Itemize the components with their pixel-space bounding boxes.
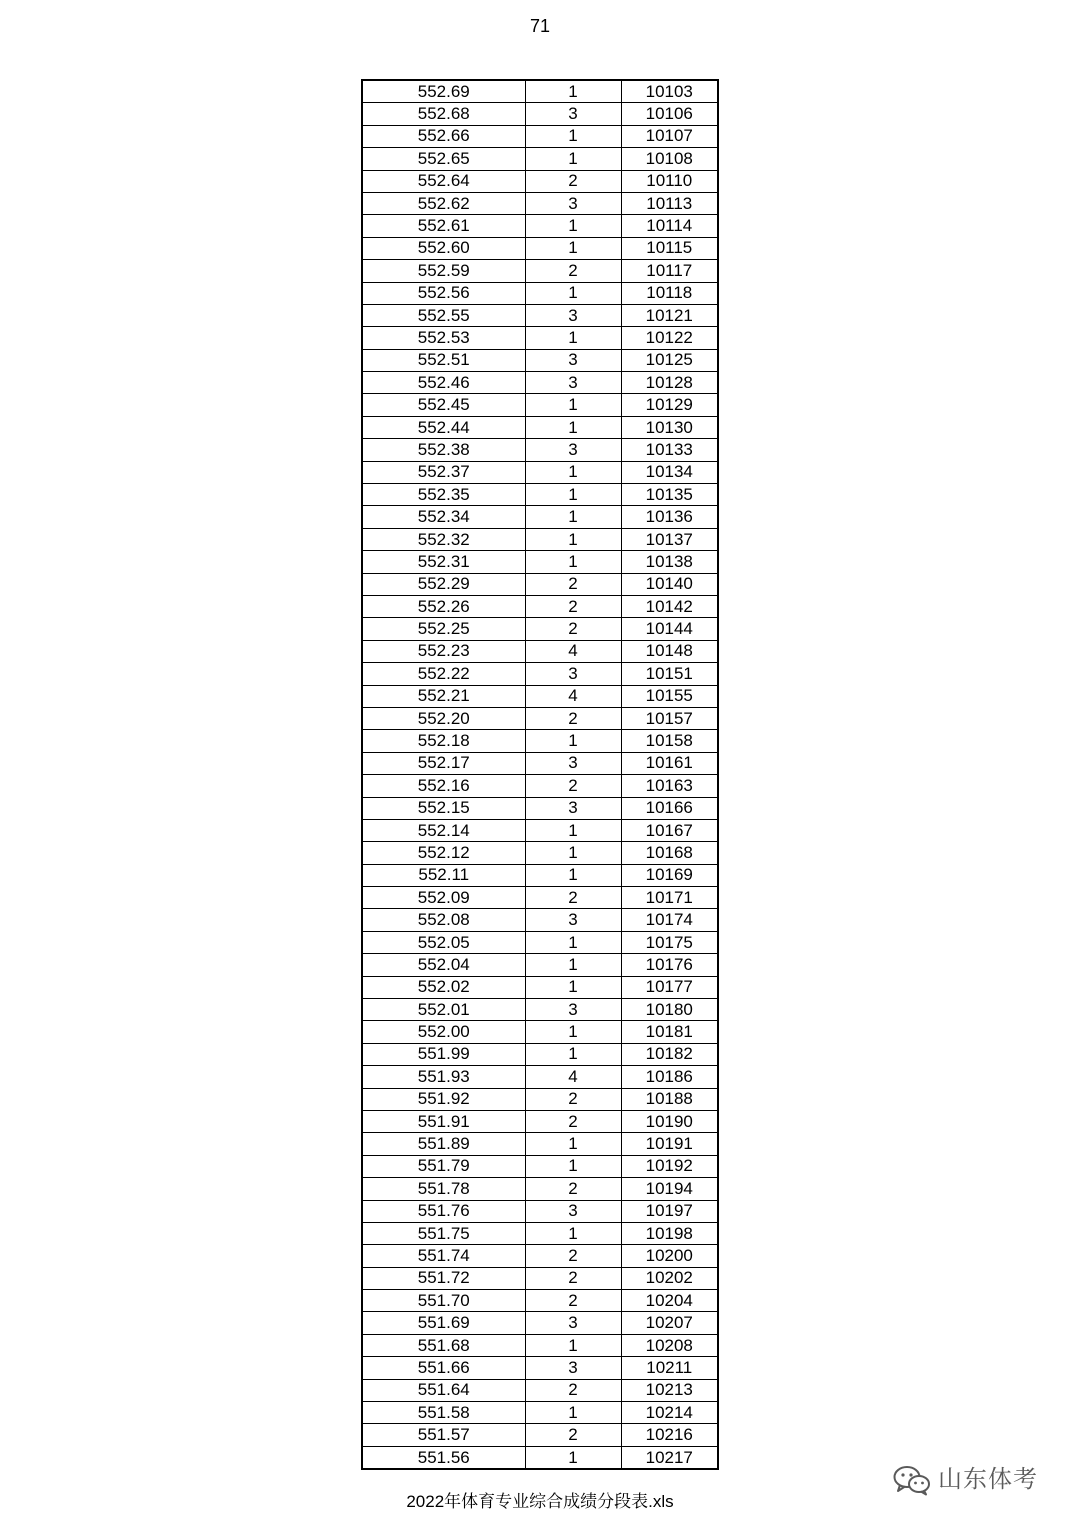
score-cell: 552.12 <box>362 842 525 864</box>
cumulative-count-cell: 10176 <box>621 954 718 976</box>
cumulative-count-cell: 10135 <box>621 484 718 506</box>
table-row <box>362 416 718 438</box>
cumulative-count-cell: 10208 <box>621 1334 718 1356</box>
table-row <box>362 685 718 707</box>
cumulative-count-cell: 10190 <box>621 1110 718 1132</box>
table-row <box>362 125 718 147</box>
table-row <box>362 372 718 394</box>
table-row <box>362 103 718 125</box>
score-cell: 552.31 <box>362 551 525 573</box>
table-row <box>362 327 718 349</box>
table-row <box>362 931 718 953</box>
cumulative-count-cell: 10213 <box>621 1379 718 1401</box>
cumulative-count-cell: 10161 <box>621 752 718 774</box>
cumulative-count-cell: 10134 <box>621 461 718 483</box>
score-cell: 551.76 <box>362 1200 525 1222</box>
score-cell: 552.46 <box>362 372 525 394</box>
count-cell: 3 <box>525 349 621 371</box>
cumulative-count-cell: 10188 <box>621 1088 718 1110</box>
cumulative-count-cell: 10163 <box>621 775 718 797</box>
cumulative-count-cell: 10117 <box>621 260 718 282</box>
count-cell: 1 <box>525 80 621 103</box>
table-row <box>362 1334 718 1356</box>
cumulative-count-cell: 10122 <box>621 327 718 349</box>
count-cell: 2 <box>525 1110 621 1132</box>
cumulative-count-cell: 10138 <box>621 551 718 573</box>
score-cell: 552.15 <box>362 797 525 819</box>
count-cell: 1 <box>525 282 621 304</box>
count-cell: 1 <box>525 954 621 976</box>
score-cell: 552.23 <box>362 640 525 662</box>
cumulative-count-cell: 10121 <box>621 304 718 326</box>
cumulative-count-cell: 10197 <box>621 1200 718 1222</box>
score-cell: 552.56 <box>362 282 525 304</box>
score-cell: 552.45 <box>362 394 525 416</box>
score-cell: 552.51 <box>362 349 525 371</box>
watermark-text: 山东体考 <box>938 1466 1038 1493</box>
score-cell: 551.72 <box>362 1267 525 1289</box>
count-cell: 1 <box>525 416 621 438</box>
count-cell: 3 <box>525 304 621 326</box>
score-cell: 552.32 <box>362 528 525 550</box>
table-row <box>362 1133 718 1155</box>
table-row <box>362 1021 718 1043</box>
cumulative-count-cell: 10217 <box>621 1446 718 1469</box>
score-cell: 552.34 <box>362 506 525 528</box>
count-cell: 3 <box>525 663 621 685</box>
cumulative-count-cell: 10181 <box>621 1021 718 1043</box>
score-cell: 552.04 <box>362 954 525 976</box>
table-row <box>362 752 718 774</box>
score-distribution-table <box>361 79 719 1470</box>
count-cell: 1 <box>525 506 621 528</box>
cumulative-count-cell: 10177 <box>621 976 718 998</box>
cumulative-count-cell: 10129 <box>621 394 718 416</box>
table-row <box>362 461 718 483</box>
count-cell: 2 <box>525 1178 621 1200</box>
table-row <box>362 618 718 640</box>
cumulative-count-cell: 10130 <box>621 416 718 438</box>
table-row <box>362 394 718 416</box>
cumulative-count-cell: 10155 <box>621 685 718 707</box>
count-cell: 2 <box>525 260 621 282</box>
page-number: 71 <box>529 16 551 36</box>
cumulative-count-cell: 10169 <box>621 864 718 886</box>
table-body <box>362 80 718 1469</box>
count-cell: 2 <box>525 1424 621 1446</box>
cumulative-count-cell: 10198 <box>621 1222 718 1244</box>
table-row <box>362 1043 718 1065</box>
score-cell: 551.66 <box>362 1357 525 1379</box>
count-cell: 1 <box>525 461 621 483</box>
table-row <box>362 304 718 326</box>
table-row <box>362 976 718 998</box>
count-cell: 2 <box>525 1088 621 1110</box>
table-row <box>362 775 718 797</box>
count-cell: 4 <box>525 1066 621 1088</box>
score-cell: 552.65 <box>362 148 525 170</box>
count-cell: 2 <box>525 1379 621 1401</box>
count-cell: 3 <box>525 999 621 1021</box>
count-cell: 2 <box>525 775 621 797</box>
score-cell: 552.09 <box>362 887 525 909</box>
score-cell: 552.22 <box>362 663 525 685</box>
table-row <box>362 909 718 931</box>
score-cell: 552.26 <box>362 595 525 617</box>
score-cell: 552.11 <box>362 864 525 886</box>
cumulative-count-cell: 10168 <box>621 842 718 864</box>
count-cell: 1 <box>525 1155 621 1177</box>
score-cell: 551.79 <box>362 1155 525 1177</box>
score-cell: 551.56 <box>362 1446 525 1469</box>
score-cell: 552.17 <box>362 752 525 774</box>
table-row <box>362 484 718 506</box>
count-cell: 1 <box>525 1334 621 1356</box>
cumulative-count-cell: 10158 <box>621 730 718 752</box>
score-cell: 551.99 <box>362 1043 525 1065</box>
count-cell: 1 <box>525 148 621 170</box>
count-cell: 1 <box>525 327 621 349</box>
table-row <box>362 1402 718 1424</box>
table-row <box>362 80 718 103</box>
table-row <box>362 1357 718 1379</box>
cumulative-count-cell: 10118 <box>621 282 718 304</box>
score-cell: 551.75 <box>362 1222 525 1244</box>
cumulative-count-cell: 10133 <box>621 439 718 461</box>
count-cell: 1 <box>525 215 621 237</box>
table-row <box>362 215 718 237</box>
table-row <box>362 595 718 617</box>
cumulative-count-cell: 10148 <box>621 640 718 662</box>
count-cell: 1 <box>525 730 621 752</box>
cumulative-count-cell: 10175 <box>621 931 718 953</box>
score-cell: 552.66 <box>362 125 525 147</box>
count-cell: 2 <box>525 618 621 640</box>
table-row <box>362 640 718 662</box>
wechat-icon <box>892 1464 932 1496</box>
cumulative-count-cell: 10180 <box>621 999 718 1021</box>
count-cell: 1 <box>525 1043 621 1065</box>
count-cell: 2 <box>525 887 621 909</box>
cumulative-count-cell: 10157 <box>621 707 718 729</box>
cumulative-count-cell: 10115 <box>621 237 718 259</box>
table-row <box>362 1267 718 1289</box>
cumulative-count-cell: 10107 <box>621 125 718 147</box>
score-cell: 552.00 <box>362 1021 525 1043</box>
score-cell: 551.70 <box>362 1290 525 1312</box>
cumulative-count-cell: 10128 <box>621 372 718 394</box>
cumulative-count-cell: 10110 <box>621 170 718 192</box>
cumulative-count-cell: 10171 <box>621 887 718 909</box>
table-row <box>362 170 718 192</box>
score-cell: 552.61 <box>362 215 525 237</box>
cumulative-count-cell: 10192 <box>621 1155 718 1177</box>
count-cell: 1 <box>525 1446 621 1469</box>
score-cell: 551.69 <box>362 1312 525 1334</box>
count-cell: 2 <box>525 1290 621 1312</box>
table-row <box>362 954 718 976</box>
count-cell: 3 <box>525 1357 621 1379</box>
score-cell: 552.16 <box>362 775 525 797</box>
score-cell: 552.01 <box>362 999 525 1021</box>
count-cell: 1 <box>525 842 621 864</box>
score-cell: 552.64 <box>362 170 525 192</box>
count-cell: 3 <box>525 909 621 931</box>
count-cell: 1 <box>525 125 621 147</box>
score-cell: 551.57 <box>362 1424 525 1446</box>
score-cell: 552.55 <box>362 304 525 326</box>
table-row <box>362 1424 718 1446</box>
score-cell: 551.58 <box>362 1402 525 1424</box>
cumulative-count-cell: 10182 <box>621 1043 718 1065</box>
score-cell: 552.02 <box>362 976 525 998</box>
count-cell: 1 <box>525 237 621 259</box>
count-cell: 2 <box>525 573 621 595</box>
score-cell: 552.14 <box>362 819 525 841</box>
table-row <box>362 1222 718 1244</box>
table-row <box>362 573 718 595</box>
count-cell: 1 <box>525 931 621 953</box>
table-row <box>362 887 718 909</box>
table-row <box>362 663 718 685</box>
score-cell: 551.92 <box>362 1088 525 1110</box>
cumulative-count-cell: 10204 <box>621 1290 718 1312</box>
score-cell: 552.37 <box>362 461 525 483</box>
cumulative-count-cell: 10207 <box>621 1312 718 1334</box>
score-cell: 551.68 <box>362 1334 525 1356</box>
table-row <box>362 1312 718 1334</box>
score-cell: 552.05 <box>362 931 525 953</box>
count-cell: 2 <box>525 170 621 192</box>
score-cell: 551.91 <box>362 1110 525 1132</box>
score-cell: 552.20 <box>362 707 525 729</box>
score-cell: 552.59 <box>362 260 525 282</box>
table-row <box>362 999 718 1021</box>
footer-filename: 2022年体育专业综合成绩分段表.xls <box>406 1492 674 1511</box>
count-cell: 3 <box>525 439 621 461</box>
count-cell: 1 <box>525 976 621 998</box>
cumulative-count-cell: 10167 <box>621 819 718 841</box>
table-row <box>362 1066 718 1088</box>
score-cell: 552.29 <box>362 573 525 595</box>
table-row <box>362 528 718 550</box>
table-row <box>362 282 718 304</box>
cumulative-count-cell: 10113 <box>621 192 718 214</box>
table-row <box>362 1110 718 1132</box>
count-cell: 3 <box>525 797 621 819</box>
count-cell: 1 <box>525 1222 621 1244</box>
score-cell: 552.08 <box>362 909 525 931</box>
cumulative-count-cell: 10191 <box>621 1133 718 1155</box>
cumulative-count-cell: 10140 <box>621 573 718 595</box>
count-cell: 4 <box>525 685 621 707</box>
count-cell: 3 <box>525 752 621 774</box>
watermark <box>892 1462 1038 1498</box>
score-cell: 551.78 <box>362 1178 525 1200</box>
table-row <box>362 237 718 259</box>
count-cell: 3 <box>525 103 621 125</box>
table-row <box>362 1245 718 1267</box>
cumulative-count-cell: 10106 <box>621 103 718 125</box>
count-cell: 1 <box>525 484 621 506</box>
cumulative-count-cell: 10174 <box>621 909 718 931</box>
count-cell: 3 <box>525 192 621 214</box>
count-cell: 1 <box>525 528 621 550</box>
score-cell: 552.21 <box>362 685 525 707</box>
count-cell: 2 <box>525 1245 621 1267</box>
table-row <box>362 439 718 461</box>
score-cell: 552.69 <box>362 80 525 103</box>
count-cell: 4 <box>525 640 621 662</box>
score-cell: 552.62 <box>362 192 525 214</box>
score-cell: 551.93 <box>362 1066 525 1088</box>
cumulative-count-cell: 10136 <box>621 506 718 528</box>
count-cell: 1 <box>525 394 621 416</box>
count-cell: 2 <box>525 707 621 729</box>
count-cell: 1 <box>525 1133 621 1155</box>
table-row <box>362 1379 718 1401</box>
table-row <box>362 506 718 528</box>
cumulative-count-cell: 10211 <box>621 1357 718 1379</box>
cumulative-count-cell: 10142 <box>621 595 718 617</box>
score-cell: 552.44 <box>362 416 525 438</box>
table-row <box>362 1088 718 1110</box>
cumulative-count-cell: 10200 <box>621 1245 718 1267</box>
count-cell: 3 <box>525 372 621 394</box>
cumulative-count-cell: 10114 <box>621 215 718 237</box>
count-cell: 1 <box>525 551 621 573</box>
cumulative-count-cell: 10137 <box>621 528 718 550</box>
cumulative-count-cell: 10151 <box>621 663 718 685</box>
table-row <box>362 864 718 886</box>
score-cell: 552.38 <box>362 439 525 461</box>
count-cell: 2 <box>525 595 621 617</box>
table-row <box>362 1200 718 1222</box>
score-cell: 552.53 <box>362 327 525 349</box>
cumulative-count-cell: 10214 <box>621 1402 718 1424</box>
count-cell: 1 <box>525 819 621 841</box>
cumulative-count-cell: 10108 <box>621 148 718 170</box>
score-cell: 551.74 <box>362 1245 525 1267</box>
count-cell: 1 <box>525 1402 621 1424</box>
cumulative-count-cell: 10125 <box>621 349 718 371</box>
table-row <box>362 730 718 752</box>
cumulative-count-cell: 10144 <box>621 618 718 640</box>
cumulative-count-cell: 10216 <box>621 1424 718 1446</box>
table-row <box>362 260 718 282</box>
score-cell: 552.60 <box>362 237 525 259</box>
count-cell: 1 <box>525 864 621 886</box>
cumulative-count-cell: 10194 <box>621 1178 718 1200</box>
table-row <box>362 1155 718 1177</box>
count-cell: 2 <box>525 1267 621 1289</box>
table-row <box>362 148 718 170</box>
cumulative-count-cell: 10166 <box>621 797 718 819</box>
table-row <box>362 797 718 819</box>
table-row <box>362 842 718 864</box>
score-cell: 551.64 <box>362 1379 525 1401</box>
table-row <box>362 192 718 214</box>
table-row <box>362 707 718 729</box>
score-cell: 552.35 <box>362 484 525 506</box>
table-row <box>362 1178 718 1200</box>
table-row <box>362 1446 718 1469</box>
score-cell: 552.68 <box>362 103 525 125</box>
table-row <box>362 819 718 841</box>
table-row <box>362 551 718 573</box>
cumulative-count-cell: 10186 <box>621 1066 718 1088</box>
score-cell: 552.25 <box>362 618 525 640</box>
score-cell: 552.18 <box>362 730 525 752</box>
table-row <box>362 349 718 371</box>
table-row <box>362 1290 718 1312</box>
cumulative-count-cell: 10103 <box>621 80 718 103</box>
count-cell: 3 <box>525 1312 621 1334</box>
cumulative-count-cell: 10202 <box>621 1267 718 1289</box>
score-cell: 551.89 <box>362 1133 525 1155</box>
count-cell: 1 <box>525 1021 621 1043</box>
count-cell: 3 <box>525 1200 621 1222</box>
